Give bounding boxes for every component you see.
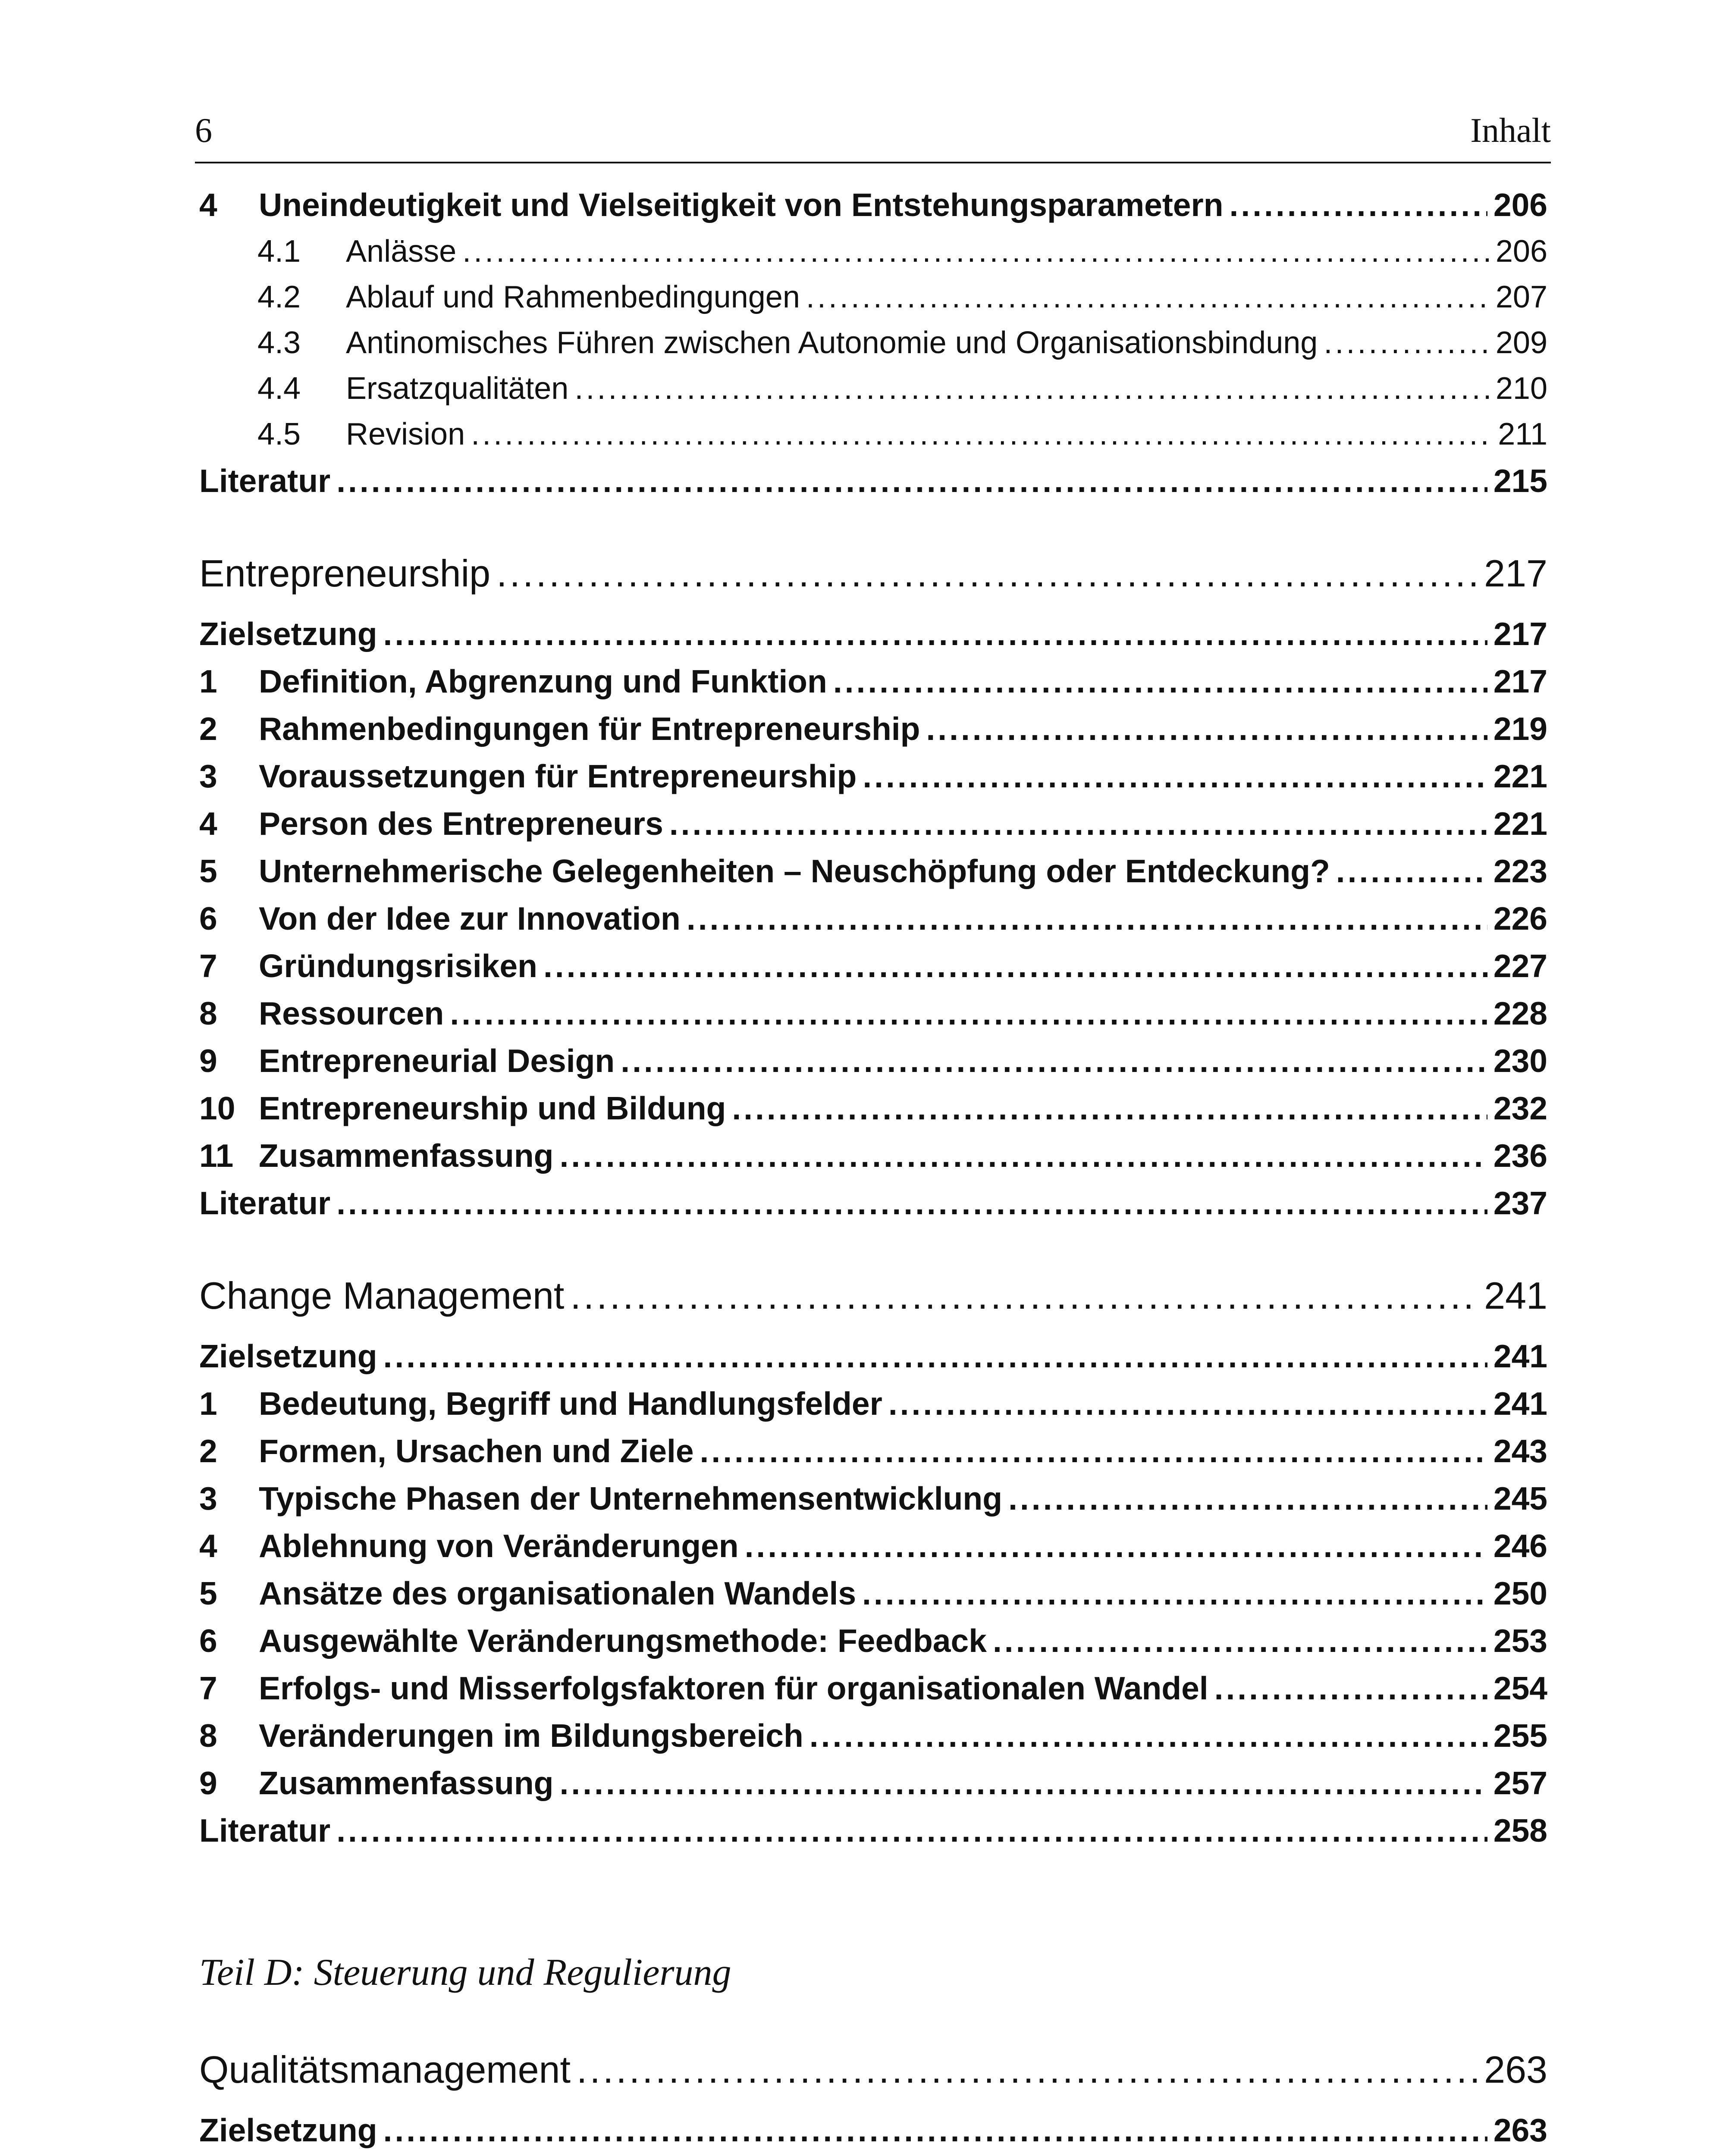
toc-entry-page: 241 bbox=[1493, 1385, 1547, 1422]
toc-entry bbox=[199, 457, 1547, 505]
toc-section-entry bbox=[199, 705, 1547, 752]
running-head-title: Inhalt bbox=[1470, 112, 1551, 150]
dot-leader bbox=[1336, 847, 1487, 895]
toc-entry-title: Zielsetzung bbox=[199, 616, 377, 652]
toc-entry-page: 217 bbox=[1493, 616, 1547, 652]
toc-section-entry bbox=[199, 1570, 1547, 1617]
dot-leader bbox=[926, 705, 1487, 752]
toc-entry-title: Ausgewählte Veränderungsmethode: Feedback bbox=[259, 1623, 987, 1659]
toc-entry-title: Entrepreneurial Design bbox=[259, 1043, 615, 1079]
toc-entry-number: 8 bbox=[199, 1717, 217, 1754]
toc-entry bbox=[199, 1332, 1547, 1380]
toc-entry-number: 7 bbox=[199, 948, 217, 984]
toc-entry-title: Person des Entrepreneurs bbox=[259, 805, 663, 842]
toc-entry-number: 7 bbox=[199, 1670, 217, 1706]
toc-entry-number: 5 bbox=[199, 1575, 217, 1611]
toc-entry-title: Ablauf und Rahmenbedingungen bbox=[346, 280, 800, 314]
page-number: 6 bbox=[195, 112, 212, 150]
toc-entry-number: 4.4 bbox=[257, 371, 301, 406]
toc-entry-title: Typische Phasen der Unternehmensentwicklung bbox=[259, 1480, 1003, 1517]
toc-entry-title: Ressourcen bbox=[259, 995, 444, 1031]
toc-entry-number: 9 bbox=[199, 1765, 217, 1801]
toc-section-entry bbox=[199, 800, 1547, 847]
toc-entry-page: 258 bbox=[1493, 1812, 1547, 1849]
toc-entry-title: Literatur bbox=[199, 1185, 331, 1221]
dot-leader bbox=[421, 2154, 1487, 2156]
toc-entry-title: Von der Idee zur Innovation bbox=[259, 900, 681, 937]
toc-entry-page: 263 bbox=[1493, 2112, 1547, 2148]
dot-leader bbox=[862, 1570, 1487, 1617]
toc-entry-number: 4.3 bbox=[257, 326, 301, 360]
toc-subsection-entry bbox=[199, 274, 1547, 320]
toc-entry-number: 1 bbox=[199, 663, 217, 699]
toc-entry-title: Uneindeutigkeit und Vielseitigkeit von Entstehungsparametern bbox=[259, 187, 1224, 223]
toc-entry-page: 253 bbox=[1493, 1623, 1547, 1659]
toc-entry-page: 228 bbox=[1493, 995, 1547, 1031]
dot-leader bbox=[806, 274, 1490, 320]
toc-entry-page: 219 bbox=[1493, 711, 1547, 747]
toc-entry-page: 207 bbox=[1495, 280, 1547, 314]
toc-section-entry bbox=[199, 1427, 1547, 1475]
toc-entry-page: 255 bbox=[1493, 1717, 1547, 1754]
toc-entry-page: 211 bbox=[1498, 417, 1547, 451]
toc-entry-number: 9 bbox=[199, 1043, 217, 1079]
toc-entry-page: 241 bbox=[1493, 1338, 1547, 1374]
dot-leader bbox=[1324, 320, 1490, 366]
toc-section-entry bbox=[199, 942, 1547, 990]
toc-entry-number: 10 bbox=[199, 1090, 235, 1126]
dot-leader bbox=[570, 1268, 1478, 1324]
toc-entry-title: Bedeutung, Begriff und Handlungsfelder bbox=[259, 1385, 882, 1422]
toc-entry-page: 243 bbox=[1493, 1433, 1547, 1469]
toc-entry-title bbox=[259, 2154, 415, 2156]
toc-section-entry bbox=[199, 1712, 1547, 1759]
toc-entry-title: Zielsetzung bbox=[199, 1338, 377, 1374]
toc-entry-page: 246 bbox=[1493, 1528, 1547, 1564]
dot-leader bbox=[863, 752, 1487, 800]
toc-entry-page: 221 bbox=[1493, 805, 1547, 842]
toc-entry-title: Literatur bbox=[199, 1812, 331, 1849]
toc-section-entry bbox=[199, 990, 1547, 1037]
toc-entry-number: 8 bbox=[199, 995, 217, 1031]
toc-entry-page: 237 bbox=[1493, 1185, 1547, 1221]
toc-entry-page: 215 bbox=[1493, 463, 1547, 499]
dot-leader bbox=[577, 2042, 1478, 2098]
toc-subsection-entry bbox=[199, 366, 1547, 411]
toc-entry-title: Zusammenfassung bbox=[259, 1765, 554, 1801]
toc-section-entry bbox=[199, 2154, 1547, 2156]
toc-entry-page: 226 bbox=[1493, 900, 1547, 937]
toc-entry-title: Rahmenbedingungen für Entrepreneurship bbox=[259, 711, 920, 747]
toc-entry-number: 11 bbox=[199, 1138, 234, 1174]
toc-subsection-entry bbox=[199, 320, 1547, 366]
dot-leader bbox=[471, 411, 1492, 457]
dot-leader bbox=[993, 1617, 1487, 1664]
toc-entry-number: 3 bbox=[199, 758, 217, 794]
toc-section-entry bbox=[199, 895, 1547, 942]
toc-entry-page: 217 bbox=[1493, 663, 1547, 699]
toc-chapter-heading bbox=[199, 2042, 1547, 2098]
dot-leader bbox=[383, 610, 1487, 658]
dot-leader bbox=[888, 1380, 1487, 1427]
toc-section-entry bbox=[199, 1132, 1547, 1179]
toc-entry-title: Veränderungen im Bildungsbereich bbox=[259, 1717, 803, 1754]
toc-entry-title: Zusammenfassung bbox=[259, 1138, 554, 1174]
toc-subsection-entry bbox=[199, 411, 1547, 457]
toc-entry-number: 4 bbox=[199, 187, 217, 223]
toc-entry-title: Entrepreneurship und Bildung bbox=[259, 1090, 726, 1126]
toc-entry-number bbox=[199, 2154, 259, 2156]
toc-entry-number: 5 bbox=[199, 853, 217, 889]
toc-section-entry bbox=[199, 1522, 1547, 1570]
toc-entry-page: 254 bbox=[1493, 1670, 1547, 1706]
dot-leader bbox=[687, 895, 1487, 942]
dot-leader bbox=[669, 800, 1487, 847]
toc-entry-page: 232 bbox=[1493, 1090, 1547, 1126]
toc-entry-page: 209 bbox=[1495, 326, 1547, 360]
toc-entry-title: Voraussetzungen für Entrepreneurship bbox=[259, 758, 857, 794]
toc-entry-title: Literatur bbox=[199, 463, 331, 499]
toc-entry-title: Formen, Ursachen und Ziele bbox=[259, 1433, 694, 1469]
toc-section-entry bbox=[199, 1759, 1547, 1807]
toc-entry-number: 4 bbox=[199, 1528, 217, 1564]
table-of-contents bbox=[199, 181, 1547, 2156]
toc-entry-number: 2 bbox=[199, 1433, 217, 1469]
toc-entry-title: Revision bbox=[346, 417, 465, 451]
toc-entry-title: Zielsetzung bbox=[199, 2112, 377, 2148]
toc-entry-page: 210 bbox=[1495, 371, 1547, 406]
dot-leader bbox=[621, 1037, 1487, 1084]
toc-entry-page bbox=[1494, 2154, 1547, 2156]
toc-entry-title: Gründungsrisiken bbox=[259, 948, 537, 984]
toc-section-entry bbox=[199, 1617, 1547, 1664]
dot-leader bbox=[833, 658, 1487, 705]
toc-entry-title: Definition, Abgrenzung und Funktion bbox=[259, 663, 827, 699]
toc-entry-page: 206 bbox=[1495, 234, 1547, 269]
dot-leader bbox=[336, 1807, 1487, 1854]
toc-entry-page: 227 bbox=[1493, 948, 1547, 984]
toc-entry-number: 1 bbox=[199, 1385, 217, 1422]
toc-section-entry bbox=[199, 1084, 1547, 1132]
toc-entry-number: 2 bbox=[199, 711, 217, 747]
toc-section-entry bbox=[199, 181, 1547, 229]
dot-leader bbox=[745, 1522, 1487, 1570]
dot-leader bbox=[732, 1084, 1487, 1132]
dot-leader bbox=[450, 990, 1487, 1037]
toc-section-entry bbox=[199, 1037, 1547, 1084]
dot-leader bbox=[810, 1712, 1487, 1759]
toc-entry bbox=[199, 1807, 1547, 1854]
dot-leader bbox=[1230, 181, 1487, 229]
toc-entry-number: 6 bbox=[199, 1623, 217, 1659]
toc-entry-page: 263 bbox=[1484, 2048, 1547, 2091]
dot-leader bbox=[383, 1332, 1487, 1380]
toc-entry-page: 206 bbox=[1493, 187, 1547, 223]
toc-section-entry bbox=[199, 1664, 1547, 1712]
toc-section-entry bbox=[199, 847, 1547, 895]
toc-entry-page: 236 bbox=[1493, 1138, 1547, 1174]
toc-entry bbox=[199, 610, 1547, 658]
dot-leader bbox=[383, 2106, 1487, 2154]
part-title: Teil D: Steuerung und Regulierung bbox=[199, 1952, 731, 1993]
toc-subsection-entry bbox=[199, 229, 1547, 274]
toc-chapter-heading bbox=[199, 1268, 1547, 1324]
toc-section-entry bbox=[199, 752, 1547, 800]
dot-leader bbox=[1008, 1475, 1487, 1522]
toc-entry-page: 241 bbox=[1484, 1274, 1547, 1317]
toc-entry-title: Anlässe bbox=[346, 234, 457, 269]
toc-entry-page: 230 bbox=[1493, 1043, 1547, 1079]
toc-entry-title: Ansätze des organisationalen Wandels bbox=[259, 1575, 857, 1611]
toc-entry-title: Qualitätsmanagement bbox=[199, 2048, 571, 2091]
toc-section-entry bbox=[199, 658, 1547, 705]
toc-entry-title: Change Management bbox=[199, 1274, 565, 1317]
toc-entry-title: Ersatzqualitäten bbox=[346, 371, 569, 406]
toc-entry-page: 223 bbox=[1493, 853, 1547, 889]
running-head bbox=[195, 103, 1551, 163]
toc-entry-title: Ablehnung von Veränderungen bbox=[259, 1528, 739, 1564]
toc-entry-page: 221 bbox=[1493, 758, 1547, 794]
toc-entry-number: 4.5 bbox=[257, 417, 301, 451]
toc-entry bbox=[199, 2106, 1547, 2154]
dot-leader bbox=[560, 1132, 1487, 1179]
toc-entry-number: 4 bbox=[199, 805, 217, 842]
toc-entry bbox=[199, 1179, 1547, 1227]
toc-entry-page: 217 bbox=[1484, 552, 1547, 595]
toc-entry-title: Erfolgs- und Misserfolgsfaktoren für organisationalen Wandel bbox=[259, 1670, 1208, 1706]
toc-entry-number: 3 bbox=[199, 1480, 217, 1517]
toc-entry-page: 257 bbox=[1493, 1765, 1547, 1801]
toc-entry-page: 245 bbox=[1493, 1480, 1547, 1517]
dot-leader bbox=[560, 1759, 1487, 1807]
toc-entry-number: 4.2 bbox=[257, 280, 301, 314]
toc-entry-title: Entrepreneurship bbox=[199, 552, 491, 595]
toc-entry-title: Antinomisches Führen zwischen Autonomie und Organisationsbindung bbox=[346, 326, 1318, 360]
toc-chapter-heading bbox=[199, 545, 1547, 602]
dot-leader bbox=[336, 457, 1487, 505]
dot-leader bbox=[700, 1427, 1487, 1475]
toc-entry-title: Unternehmerische Gelegenheiten – Neuschöpfung oder Entdeckung? bbox=[259, 853, 1330, 889]
toc-entry-page: 250 bbox=[1493, 1575, 1547, 1611]
toc-entry-number: 4.1 bbox=[257, 234, 301, 269]
dot-leader bbox=[574, 366, 1490, 411]
dot-leader bbox=[462, 229, 1490, 274]
dot-leader bbox=[336, 1179, 1487, 1227]
dot-leader bbox=[1214, 1664, 1487, 1712]
dot-leader bbox=[543, 942, 1487, 990]
toc-section-entry bbox=[199, 1475, 1547, 1522]
toc-entry-number: 6 bbox=[199, 900, 217, 937]
dot-leader bbox=[496, 545, 1478, 602]
toc-section-entry bbox=[199, 1380, 1547, 1427]
